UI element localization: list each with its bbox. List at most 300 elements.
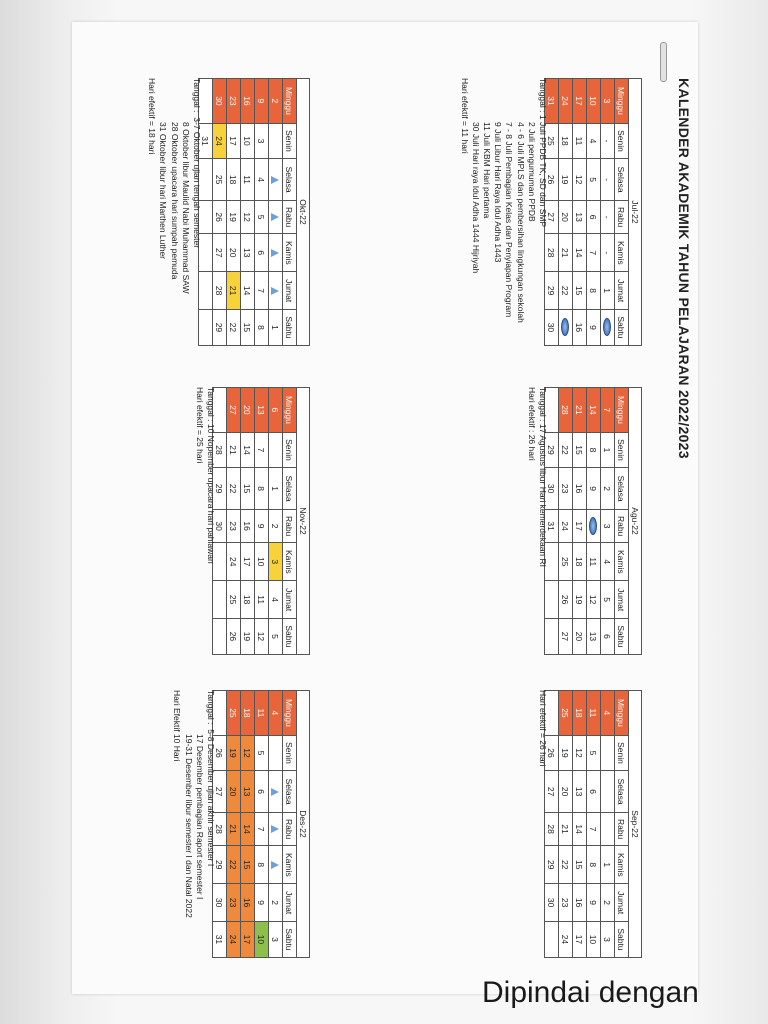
- day-header: Minggu: [283, 388, 297, 433]
- note-line: 30 Juli Hari raya Idul Adha 1444 Hijriyah: [470, 122, 481, 274]
- week-row: [559, 79, 573, 346]
- week-row: [213, 79, 227, 346]
- week-row: [573, 79, 587, 346]
- date-cell: 21: [227, 432, 241, 467]
- week-number-cell: 20: [241, 388, 255, 433]
- date-cell: [601, 813, 615, 846]
- week-row: [587, 691, 601, 958]
- date-cell: 29: [545, 432, 559, 467]
- week-row: [255, 691, 269, 958]
- date-cell: 2: [601, 884, 615, 922]
- note-line: 19-31 Desember libur semester I dan Natal 2022: [183, 734, 194, 918]
- note-line: 7 - 8 Juli Pembagian Kelas dan Penyiapan Program: [504, 122, 515, 318]
- date-cell: 29: [545, 846, 559, 884]
- date-cell: 10: [255, 543, 269, 581]
- date-cell: 23: [559, 468, 573, 510]
- date-cell: 13: [573, 771, 587, 813]
- date-cell: -: [601, 159, 615, 201]
- date-cell: 27: [213, 234, 227, 272]
- date-cell: 12: [573, 735, 587, 770]
- date-cell: 23: [227, 884, 241, 922]
- day-header: Rabu: [615, 813, 629, 846]
- day-header: Senin: [283, 735, 297, 770]
- date-cell: 17: [573, 510, 587, 543]
- day-header: Rabu: [283, 510, 297, 543]
- date-cell: [269, 123, 283, 158]
- note-line: 31 Oktober libur hari Marthen Luther: [158, 122, 169, 260]
- date-cell: 30: [213, 510, 227, 543]
- date-cell: [601, 771, 615, 813]
- week-number-cell: 23: [227, 79, 241, 124]
- date-cell: 4: [587, 123, 601, 158]
- week-number-cell: 4: [601, 691, 615, 736]
- day-header: Senin: [615, 432, 629, 467]
- day-header: Minggu: [283, 691, 297, 736]
- date-cell: 26: [545, 159, 559, 201]
- calendar-sep-22: [544, 690, 642, 958]
- day-header: Sabtu: [615, 309, 629, 345]
- day-header: Selasa: [615, 468, 629, 510]
- date-cell: 30: [545, 309, 559, 345]
- week-number-cell: 16: [241, 79, 255, 124]
- date-cell: 12: [587, 581, 601, 619]
- note-line: Tanggal : 17 Agustus libur Hari kemerdekaan RI: [538, 387, 548, 568]
- note-line: Tanggal : 3-7 Oktober ujian tengah semester: [192, 78, 202, 249]
- day-header: Selasa: [283, 159, 297, 201]
- date-cell: 16: [573, 309, 587, 345]
- note-line: Hari efektif = 26 hari: [538, 690, 548, 767]
- date-cell: 13: [587, 618, 601, 654]
- note-line: Hari efektif = 18 hari: [147, 78, 158, 155]
- date-cell: 20: [227, 234, 241, 272]
- date-cell: 8: [255, 468, 269, 510]
- note-line: Hari efektif = 11 hari: [459, 78, 470, 154]
- date-cell: 6: [587, 771, 601, 813]
- date-cell: 14: [573, 234, 587, 272]
- day-header: Selasa: [283, 771, 297, 813]
- date-cell: 31: [199, 123, 213, 158]
- date-cell: 30: [213, 884, 227, 922]
- date-cell: 19: [241, 618, 255, 654]
- date-cell: 28: [213, 813, 227, 846]
- calendar-jul-22: [544, 78, 642, 346]
- week-number-cell: 3: [601, 79, 615, 124]
- exam-triangle-icon: [269, 234, 283, 272]
- triangle-icon: [271, 287, 279, 295]
- day-header: Rabu: [283, 813, 297, 846]
- day-header: Minggu: [615, 388, 629, 433]
- date-cell: 12: [241, 735, 255, 770]
- date-cell: 18: [241, 581, 255, 619]
- triangle-icon: [271, 249, 279, 257]
- date-cell: 29: [213, 309, 227, 345]
- day-header: Kamis: [615, 846, 629, 884]
- triangle-icon: [271, 213, 279, 221]
- date-cell: 9: [587, 468, 601, 510]
- date-cell: 20: [559, 201, 573, 234]
- date-cell: 24: [559, 921, 573, 957]
- week-number-cell: 6: [269, 388, 283, 433]
- date-cell: 14: [241, 432, 255, 467]
- date-cell: 25: [213, 159, 227, 201]
- date-cell: -: [601, 234, 615, 272]
- day-header: Minggu: [615, 79, 629, 124]
- week-row: [269, 691, 283, 958]
- note-line: Tanggal : 10 Nopember upacara hari pahlawan: [206, 387, 216, 564]
- date-cell: 21: [559, 234, 573, 272]
- date-cell: 29: [213, 846, 227, 884]
- date-cell: 23: [227, 510, 241, 543]
- date-cell: 15: [241, 309, 255, 345]
- month-label: Okt-22: [297, 79, 310, 346]
- date-cell: -: [601, 201, 615, 234]
- date-cell: 22: [559, 432, 573, 467]
- date-cell: 14: [241, 813, 255, 846]
- month-label: Nov-22: [297, 388, 310, 655]
- date-cell: 1: [601, 846, 615, 884]
- week-row: [601, 388, 615, 655]
- date-cell: 30: [545, 884, 559, 922]
- date-cell: 24: [227, 543, 241, 581]
- week-row: [241, 79, 255, 346]
- week-number-cell: 31: [545, 79, 559, 124]
- date-cell: 11: [587, 543, 601, 581]
- day-header: Rabu: [283, 201, 297, 234]
- date-cell: 18: [573, 543, 587, 581]
- week-row: [227, 691, 241, 958]
- date-cell: 21: [227, 272, 241, 310]
- date-cell: 7: [255, 813, 269, 846]
- day-header: Rabu: [615, 201, 629, 234]
- month-label: Sep-22: [629, 691, 642, 958]
- date-cell: 27: [559, 618, 573, 654]
- date-cell: 15: [573, 272, 587, 310]
- date-cell: 26: [213, 201, 227, 234]
- exam-triangle-icon: [269, 771, 283, 813]
- week-row: [573, 691, 587, 958]
- week-row: [559, 388, 573, 655]
- date-cell: 2: [269, 510, 283, 543]
- date-cell: 22: [227, 309, 241, 345]
- date-cell: 13: [241, 771, 255, 813]
- date-cell: 21: [227, 813, 241, 846]
- holiday-oval-icon: [559, 309, 573, 345]
- rotated-document: [72, 22, 698, 994]
- day-header: Selasa: [283, 468, 297, 510]
- month-label: Jul-22: [629, 79, 642, 346]
- week-row: [269, 79, 283, 346]
- note-line: Tanggal : 5-8 Desember ujian akhir semester I: [206, 690, 216, 867]
- date-cell: 3: [269, 543, 283, 581]
- date-cell: 29: [545, 272, 559, 310]
- week-number-cell: 14: [587, 388, 601, 433]
- date-cell: 28: [545, 813, 559, 846]
- exam-triangle-icon: [269, 159, 283, 201]
- week-row: [241, 691, 255, 958]
- week-number-cell: 27: [227, 388, 241, 433]
- calendar-okt-22: [198, 78, 310, 346]
- note-line: Hari Efektif 10 Hari: [172, 690, 183, 762]
- date-cell: 12: [241, 201, 255, 234]
- date-cell: 5: [587, 735, 601, 770]
- week-number-cell: 30: [213, 79, 227, 124]
- day-header: Senin: [615, 735, 629, 770]
- week-number-cell: 11: [587, 691, 601, 736]
- date-cell: [269, 432, 283, 467]
- date-cell: 20: [227, 771, 241, 813]
- date-cell: 3: [255, 123, 269, 158]
- date-cell: 24: [227, 921, 241, 957]
- date-cell: 5: [601, 581, 615, 619]
- week-row: [601, 691, 615, 958]
- week-number-cell: 21: [573, 388, 587, 433]
- exam-triangle-icon: [269, 813, 283, 846]
- date-cell: 11: [255, 581, 269, 619]
- date-cell: 1: [601, 432, 615, 467]
- day-header: Senin: [615, 123, 629, 158]
- date-cell: 16: [573, 884, 587, 922]
- day-header: Jumat: [283, 272, 297, 310]
- date-cell: 5: [255, 201, 269, 234]
- date-cell: 20: [559, 771, 573, 813]
- date-cell: 10: [241, 123, 255, 158]
- week-number-cell: 18: [241, 691, 255, 736]
- date-cell: 7: [255, 272, 269, 310]
- date-cell: 11: [573, 123, 587, 158]
- date-cell: -: [601, 123, 615, 158]
- week-number-cell: 11: [255, 691, 269, 736]
- triangle-icon: [271, 788, 279, 796]
- day-header: Senin: [283, 123, 297, 158]
- oval-icon: [561, 318, 569, 336]
- note-line: 11 Juli KBM Hari pertama: [481, 122, 492, 219]
- page-title: KALENDER AKADEMIK TAHUN PELAJARAN 2022/2023: [676, 78, 692, 459]
- exam-triangle-icon: [269, 272, 283, 310]
- date-cell: [545, 921, 559, 957]
- day-header: Selasa: [615, 771, 629, 813]
- triangle-icon: [271, 825, 279, 833]
- week-number-cell: 10: [587, 79, 601, 124]
- date-cell: 9: [255, 510, 269, 543]
- date-cell: 13: [241, 234, 255, 272]
- date-cell: 10: [255, 921, 269, 957]
- note-line: Hari efektif = 25 hari: [194, 387, 205, 464]
- day-header: Senin: [283, 432, 297, 467]
- date-cell: 7: [587, 813, 601, 846]
- date-cell: 6: [587, 201, 601, 234]
- date-cell: 1: [601, 272, 615, 310]
- date-cell: 21: [559, 813, 573, 846]
- date-cell: 16: [573, 468, 587, 510]
- date-cell: 22: [227, 846, 241, 884]
- date-cell: 3: [601, 921, 615, 957]
- date-cell: 19: [227, 201, 241, 234]
- date-cell: 14: [241, 272, 255, 310]
- note-line: 4 - 6 Juli MPLS dan pembersihan lingkungan sekolah: [515, 122, 526, 323]
- notes-okt-22: [146, 78, 202, 294]
- date-cell: 31: [213, 921, 227, 957]
- date-cell: 15: [241, 846, 255, 884]
- date-cell: 10: [587, 921, 601, 957]
- week-row: [587, 388, 601, 655]
- date-cell: 18: [559, 123, 573, 158]
- date-cell: 8: [255, 846, 269, 884]
- date-cell: 8: [587, 846, 601, 884]
- note-line: 17 Desember pembagian Raport semester I: [194, 734, 205, 900]
- date-cell: 19: [559, 159, 573, 201]
- week-number-cell: 24: [559, 79, 573, 124]
- day-header: Selasa: [615, 159, 629, 201]
- date-cell: 6: [255, 771, 269, 813]
- week-number-cell: 2: [269, 79, 283, 124]
- note-line: 2 Juli pengumuman PPDB: [526, 122, 537, 222]
- week-row: [255, 79, 269, 346]
- scanner-watermark: Dipindai dengan: [482, 976, 699, 1009]
- triangle-icon: [271, 176, 279, 184]
- date-cell: 16: [241, 510, 255, 543]
- date-cell: 4: [255, 159, 269, 201]
- week-row: [573, 388, 587, 655]
- calendar-nov-22: [212, 387, 310, 655]
- oval-icon: [589, 517, 597, 535]
- date-cell: 27: [545, 771, 559, 813]
- date-cell: 19: [227, 735, 241, 770]
- date-cell: 9: [255, 884, 269, 922]
- date-cell: 19: [573, 581, 587, 619]
- week-number-cell: 25: [559, 691, 573, 736]
- day-header: Jumat: [615, 884, 629, 922]
- date-cell: [545, 581, 559, 619]
- day-header: Rabu: [615, 510, 629, 543]
- date-cell: 17: [227, 123, 241, 158]
- date-cell: 5: [269, 618, 283, 654]
- date-cell: 25: [545, 123, 559, 158]
- date-cell: 25: [227, 581, 241, 619]
- day-header: Jumat: [283, 884, 297, 922]
- date-cell: 17: [241, 921, 255, 957]
- day-header: Minggu: [615, 691, 629, 736]
- day-header: Sabtu: [283, 921, 297, 957]
- week-row: [255, 388, 269, 655]
- exam-triangle-icon: [269, 846, 283, 884]
- date-cell: 22: [559, 272, 573, 310]
- date-cell: 5: [587, 159, 601, 201]
- date-cell: 28: [213, 432, 227, 467]
- date-cell: 26: [545, 735, 559, 770]
- week-row: [241, 388, 255, 655]
- day-header: Sabtu: [283, 309, 297, 345]
- month-label: Agu-22: [629, 388, 642, 655]
- date-cell: 26: [559, 581, 573, 619]
- notes-jul-22: [458, 78, 548, 323]
- date-cell: 7: [255, 432, 269, 467]
- date-cell: 2: [601, 468, 615, 510]
- week-number-cell: 4: [269, 691, 283, 736]
- date-cell: 19: [559, 735, 573, 770]
- day-header: Jumat: [615, 581, 629, 619]
- date-cell: [213, 618, 227, 654]
- day-header: Jumat: [615, 272, 629, 310]
- date-cell: [269, 735, 283, 770]
- week-row: [559, 691, 573, 958]
- date-cell: 4: [601, 543, 615, 581]
- date-cell: 15: [573, 432, 587, 467]
- date-cell: 26: [227, 618, 241, 654]
- date-cell: 5: [255, 735, 269, 770]
- date-cell: 27: [213, 771, 227, 813]
- date-cell: 1: [269, 309, 283, 345]
- note-line: 28 Oktober upacara hari sumpah pemuda: [169, 122, 180, 280]
- week-row: [269, 388, 283, 655]
- date-cell: 13: [573, 201, 587, 234]
- date-cell: 9: [587, 309, 601, 345]
- week-number-cell: 18: [573, 691, 587, 736]
- week-number-cell: 9: [255, 79, 269, 124]
- week-row: [587, 79, 601, 346]
- date-cell: 20: [573, 618, 587, 654]
- day-header: Sabtu: [283, 618, 297, 654]
- date-cell: 31: [545, 510, 559, 543]
- day-header: Jumat: [283, 581, 297, 619]
- date-cell: 12: [255, 618, 269, 654]
- date-cell: 3: [269, 921, 283, 957]
- calendar-des-22: [212, 690, 310, 958]
- triangle-icon: [271, 861, 279, 869]
- week-number-cell: 13: [255, 388, 269, 433]
- date-cell: 6: [255, 234, 269, 272]
- week-row: [227, 79, 241, 346]
- date-cell: [601, 735, 615, 770]
- week-number-cell: 25: [227, 691, 241, 736]
- note-line: Tanggal : 1 Juli PPDB TK, SD dan SMP: [538, 78, 548, 228]
- date-cell: [213, 581, 227, 619]
- date-cell: 4: [269, 581, 283, 619]
- note-line: 8 Oktober libur Maulid Nabi Muhammad SAW: [180, 122, 191, 294]
- day-header: Kamis: [283, 234, 297, 272]
- date-cell: 8: [255, 309, 269, 345]
- date-cell: 24: [559, 510, 573, 543]
- notes-nov-22: [194, 387, 216, 564]
- date-cell: 28: [545, 234, 559, 272]
- week-number-cell: 17: [573, 79, 587, 124]
- day-header: Sabtu: [615, 921, 629, 957]
- day-header: Sabtu: [615, 618, 629, 654]
- date-cell: 15: [241, 468, 255, 510]
- date-cell: 14: [573, 813, 587, 846]
- date-cell: 22: [227, 468, 241, 510]
- exam-triangle-icon: [269, 201, 283, 234]
- date-cell: 3: [601, 510, 615, 543]
- date-cell: 8: [587, 272, 601, 310]
- date-cell: 8: [587, 432, 601, 467]
- date-cell: 2: [269, 884, 283, 922]
- date-cell: 27: [545, 201, 559, 234]
- date-cell: 22: [559, 846, 573, 884]
- calendar-agu-22: [544, 387, 642, 655]
- day-header: Kamis: [615, 543, 629, 581]
- date-cell: [545, 618, 559, 654]
- date-cell: 15: [573, 846, 587, 884]
- week-number-cell: 28: [559, 388, 573, 433]
- date-cell: 23: [559, 884, 573, 922]
- holiday-oval-icon: [601, 309, 615, 345]
- date-cell: [199, 309, 213, 345]
- oval-icon: [603, 318, 611, 336]
- date-cell: 18: [227, 159, 241, 201]
- date-cell: 26: [213, 735, 227, 770]
- date-cell: 17: [241, 543, 255, 581]
- notes-des-22: [171, 690, 216, 918]
